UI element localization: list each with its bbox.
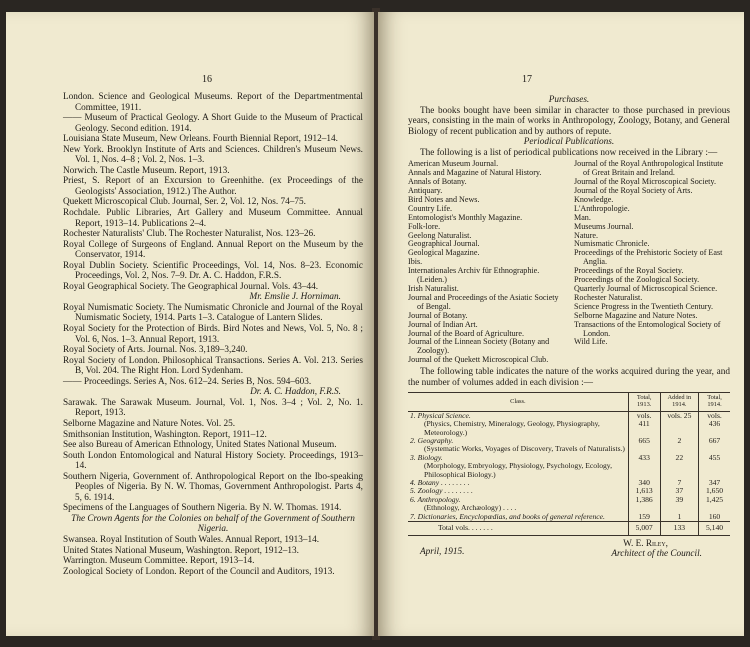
donor-attribution: Dr. A. C. Haddon, F.R.S.	[250, 387, 341, 398]
periodical-item: Journal of Indian Art.	[408, 319, 478, 329]
class-label: 1. Physical Science.	[410, 410, 471, 420]
column-header-class: Class.	[408, 393, 628, 412]
periodical-item: Journal of the Royal Microscopical Society.	[574, 177, 716, 187]
signature-date: April, 1915.	[420, 546, 465, 557]
value-t1913: 1,386	[628, 496, 660, 513]
column-header-total-1914: Total, 1914.	[699, 393, 730, 412]
value-t1914: 160	[699, 513, 730, 522]
class-label: 4. Botany . . . . . . . .	[410, 478, 470, 488]
list-item: See also Bureau of American Ethnology, United States National Museum.	[63, 440, 337, 451]
list-item: Royal Society of Arts. Journal. Nos. 3,189–3,240.	[63, 345, 248, 356]
list-item: Royal College of Surgeons of England. Annual Report on the Museum by the Conservator, 1914.	[63, 239, 363, 261]
list-item: Swansea. Royal Institution of South Wales. Annual Report, 1913–14.	[63, 534, 320, 545]
periodical-item: Quarterly Journal of Microscopical Science.	[574, 283, 718, 293]
total-1913: 5,007	[628, 522, 660, 535]
value-added: 1	[660, 513, 698, 522]
periodical-item: Ibis.	[408, 257, 423, 267]
table-intro: The following table indicates the nature of the works acquired during the year, and the number of volumes added in each division :—	[408, 367, 730, 388]
periodical-item: Journal and Proceedings of the Asiatic Society of Bengal.	[408, 292, 559, 311]
value-t1913: 340	[628, 479, 660, 487]
value-added: vols. 25	[660, 411, 698, 437]
purchases-paragraph: The books bought have been similar in character to those purchased in previous years, consisting in the main of works in Anthropology, Zoology, Botany, and General Biology of recent publication and by authors of repute.	[408, 105, 730, 137]
class-cell	[408, 496, 628, 513]
value-added: 39	[660, 496, 698, 513]
value-t1914: 1,425	[699, 496, 730, 513]
periodical-item: Internationales Archiv für Ethnographie. (Leiden.)	[408, 266, 540, 285]
periodical-item: Journal of the Board of Agriculture.	[408, 328, 524, 338]
list-item: United States National Museum, Washington. Report, 1912–13.	[63, 545, 299, 556]
total-label: Total vols. . . . . . .	[408, 522, 628, 535]
periodical-item: Journal of the Linnean Society (Botany and Zoology).	[408, 337, 550, 356]
class-description: (Systematic Works, Voyages of Discovery, Travels of Naturalists.)	[424, 444, 625, 454]
periodical-item: Bird Notes and News.	[408, 194, 480, 204]
class-label: 7. Dictionaries, Encyclopædias, and books of general reference.	[410, 511, 605, 521]
periodical-item: Geological Magazine.	[408, 248, 480, 258]
list-item: Royal Society of London. Philosophical Transactions. Series A. Vol. 213. Series B, Vol. 204. The Right Hon. Lord Sydenham.	[63, 355, 363, 377]
periodical-item: Selborne Magazine and Nature Notes.	[574, 310, 698, 320]
list-item: Selborne Magazine and Nature Notes. Vol. 25.	[63, 418, 236, 429]
periodical-item: Nature.	[574, 230, 599, 240]
periodicals-list	[408, 160, 730, 365]
donor-note: The Crown Agents for the Colonies on behalf of the Government of Southern Nigeria.	[71, 513, 355, 535]
accessions-table	[408, 392, 730, 535]
periodical-item: Rochester Naturalist.	[574, 292, 643, 302]
periodical-item: Proceedings of the Prehistoric Society of East Anglia.	[574, 248, 723, 267]
periodical-item: Entomologist's Monthly Magazine.	[408, 212, 523, 222]
periodical-item: American Museum Journal.	[408, 159, 499, 169]
value-added: 22	[660, 454, 698, 479]
list-item: Sarawak. The Sarawak Museum. Journal, Vol. 1, Nos. 3–4 ; Vol. 2, No. 1. Report, 1913.	[63, 397, 363, 419]
right-page	[378, 12, 744, 636]
value-t1913: 433	[628, 454, 660, 479]
list-item: Rochester Naturalists' Club. The Rochester Naturalist, Nos. 123–26.	[63, 229, 316, 240]
purchases-heading: Purchases.	[548, 95, 590, 105]
value-t1914: 667	[699, 437, 730, 454]
list-item: London. Science and Geological Museums. Report of the Departmentmental Committee, 1911.	[63, 92, 363, 113]
periodical-item: Museums Journal.	[574, 221, 634, 231]
table-row	[408, 496, 730, 513]
periodical-item: Journal of the Quekett Microscopical Club.	[408, 355, 549, 365]
class-label: 3. Biology.	[410, 452, 443, 462]
value-t1913: 159	[628, 513, 660, 522]
value-added: 2	[660, 437, 698, 454]
class-label: 2. Geography.	[410, 436, 454, 446]
list-item: Smithsonian Institution, Washington. Report, 1911–12.	[63, 429, 267, 440]
table-row	[408, 411, 730, 437]
periodicals-paragraph: The following is a list of periodical publications now received in the Library :—	[420, 147, 718, 158]
list-item: Royal Numismatic Society. The Numismatic Chronicle and Journal of the Royal Numismatic Society, 1914. Parts 1–3. Catalogue of Lantern Slides.	[63, 302, 363, 324]
periodical-item: Knowledge.	[574, 194, 614, 204]
total-1914: 5,140	[699, 522, 730, 535]
class-description: (Ethnology, Archæology) . . . .	[424, 503, 517, 513]
periodical-item: Geelong Naturalist.	[408, 230, 472, 240]
periodical-item: Proceedings of the Royal Society.	[574, 266, 684, 276]
list-item: Warrington. Museum Committee. Report, 1913–14.	[63, 556, 255, 567]
table-row	[408, 454, 730, 479]
periodicals-column-left	[408, 160, 564, 365]
table-total-row	[408, 522, 730, 535]
right-page-text	[408, 95, 730, 567]
list-item: New York. Brooklyn Institute of Arts and Sciences. Children's Museum News. Vol. 1, Nos. 4–8 ; Vol. 2, Nos. 1–3.	[63, 144, 363, 166]
table-row	[408, 437, 730, 454]
periodical-item: Journal of Botany.	[408, 310, 468, 320]
class-description: (Morphology, Embryology, Physiology, Psychology, Ecology, Philosophical Biology.)	[424, 461, 613, 479]
periodical-item: Numismatic Chronicle.	[574, 239, 650, 249]
page-number: 16	[202, 74, 212, 85]
periodical-item: Irish Naturalist.	[408, 283, 459, 293]
list-item: Royal Geographical Society. The Geographical Journal. Vols. 43–44.	[63, 281, 319, 292]
periodicals-column-right	[574, 160, 730, 365]
periodical-item: Annals of Botany.	[408, 177, 467, 187]
list-item: Royal Society for the Protection of Birds. Bird Notes and News, Vol. 5, No. 8 ; Vol. 6, Nos. 1–3. Annual Report, 1913.	[63, 324, 363, 345]
signature-name: W. E. Riley,	[623, 538, 668, 549]
periodical-item: L'Anthropologie.	[574, 203, 630, 213]
list-item: South London Entomological and Natural History Society. Proceedings, 1913–14.	[63, 450, 363, 472]
value-t1914: 455	[699, 454, 730, 479]
list-item: —— Proceedings. Series A, Nos. 612–24. Series B, Nos. 594–603.	[63, 376, 312, 387]
periodical-item: Geographical Journal.	[408, 239, 480, 249]
signature-title: Architect of the Council.	[611, 548, 702, 559]
value-added: 7	[660, 479, 698, 487]
periodical-item: Folk-lore.	[408, 221, 441, 231]
list-item: Rochdale. Public Libraries, Art Gallery and Museum Committee. Annual Report, 1913–14. Publications 2–4.	[63, 208, 363, 229]
value-t1913: 665	[628, 437, 660, 454]
periodicals-heading: Periodical Publications.	[523, 137, 615, 148]
periodical-item: Journal of the Royal Society of Arts.	[574, 186, 693, 195]
column-header-total-1913: Total, 1913.	[628, 393, 660, 412]
periodical-item: Antiquary.	[408, 186, 443, 195]
column-header-added-1914: Added in 1914.	[660, 393, 698, 412]
list-item: Louisiana State Museum, New Orleans. Fourth Biennial Report, 1912–14.	[63, 134, 338, 145]
periodical-item: Transactions of the Entomological Society of London.	[574, 319, 721, 338]
page-number: 17	[522, 74, 532, 85]
value-added: 37	[660, 487, 698, 495]
periodical-item: Science Progress in the Twentieth Century.	[574, 301, 714, 311]
value-t1913: 1,613	[628, 487, 660, 495]
class-cell	[408, 411, 628, 437]
table-row	[408, 513, 730, 522]
list-item: Southern Nigeria, Government of. Anthropological Report on the Ibo-speaking Peoples of Nigeria. By N. W. Thomas, Government Anthropologist. Parts 4, 5, 6. 1914.	[63, 471, 363, 503]
periodical-item: Man.	[574, 212, 591, 222]
class-cell	[408, 437, 628, 454]
periodical-item: Country Life.	[408, 203, 453, 213]
value-t1914: 1,650	[699, 487, 730, 495]
list-item: Norwich. The Castle Museum. Report, 1913.	[63, 165, 230, 176]
left-page	[6, 12, 374, 636]
list-item: —— Museum of Practical Geology. A Short Guide to the Museum of Practical Geology. Second edition. 1914.	[63, 113, 363, 134]
periodical-item: Journal of the Royal Anthropological Institute of Great Britain and Ireland.	[574, 159, 724, 178]
periodical-item: Wild Life.	[574, 337, 608, 347]
value-t1914: 347	[699, 479, 730, 487]
donations-list	[63, 92, 363, 577]
value-t1913: vols. 411	[628, 411, 660, 437]
value-t1914: vols. 436	[699, 411, 730, 437]
class-cell	[408, 513, 628, 522]
list-item: Specimens of the Languages of Southern Nigeria. By N. W. Thomas. 1914.	[63, 503, 342, 514]
periodical-item: Annals and Magazine of Natural History.	[408, 168, 542, 178]
total-added: 133	[660, 522, 698, 535]
list-item: Quekett Microscopical Club. Journal, Ser. 2, Vol. 12, Nos. 74–75.	[63, 197, 306, 208]
list-item: Royal Dublin Society. Scientific Proceedings, Vol. 14, Nos. 8–23. Economic Proceedings, Vol. 2, Nos. 7–9. Dr. A. C. Haddon, F.R.S.	[63, 260, 363, 282]
list-item: Priest, S. Report of an Excursion to Greenhithe. (ex Proceedings of the Geologists' Association, 1912.) The Author.	[63, 176, 363, 197]
class-cell	[408, 454, 628, 479]
class-description: (Physics, Chemistry, Mineralogy, Geology, Physiography, Meteorology.)	[424, 419, 600, 437]
periodical-item: Proceedings of the Zoological Society.	[574, 275, 700, 285]
class-label: 5. Zoology . . . . . . . .	[410, 486, 473, 496]
donor-attribution: Mr. Emslie J. Horniman.	[249, 292, 341, 303]
signature-block	[408, 539, 730, 567]
list-item: Zoological Society of London. Report of the Council and Auditors, 1913.	[63, 566, 335, 577]
class-label: 6. Anthropology.	[410, 494, 461, 504]
